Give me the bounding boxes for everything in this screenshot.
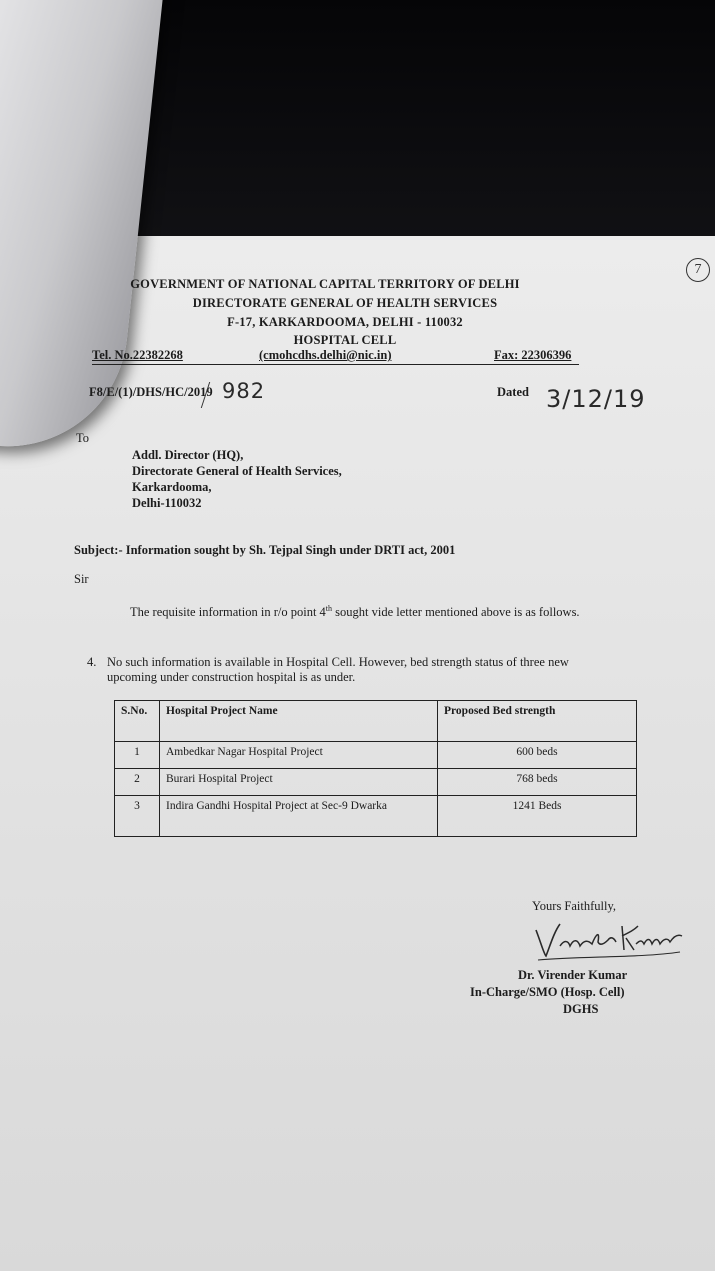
header-directorate: DIRECTORATE GENERAL OF HEALTH SERVICES xyxy=(192,296,498,310)
valediction: Yours Faithfully, xyxy=(532,899,617,913)
address-line-4: Delhi-110032 xyxy=(132,496,202,510)
address-line-2: Directorate General of Health Services, xyxy=(132,464,342,478)
intro-paragraph xyxy=(130,604,580,620)
to-label: To xyxy=(76,431,90,445)
table-header-row xyxy=(115,701,637,742)
table-row xyxy=(115,742,637,769)
cell-sno: 3 xyxy=(115,796,160,837)
address-line-3: Karkardooma, xyxy=(132,480,212,494)
cell-sno: 1 xyxy=(115,742,160,769)
point-number: 4. xyxy=(87,655,97,669)
handwritten-ref-number: 982 xyxy=(222,379,266,403)
header-address: F-17, KARKARDOOMA, DELHI - 110032 xyxy=(227,315,463,329)
intro-text-start: The requisite information in r/o point 4 xyxy=(130,605,326,620)
reference-number: F8/E/(1)/DHS/HC/2019 xyxy=(89,385,213,399)
salutation: Sir xyxy=(74,572,89,586)
table-row xyxy=(115,796,637,837)
handwritten-signature xyxy=(530,916,690,964)
cell-project-name: Indira Gandhi Hospital Project at Sec-9 Dwarka xyxy=(160,796,438,837)
handwritten-date: 3/12/19 xyxy=(546,385,646,413)
subject-line: Subject:- Information sought by Sh. Tejpal Singh under DRTI act, 2001 xyxy=(74,543,456,557)
signatory-org: DGHS xyxy=(563,1002,599,1016)
bed-strength-table xyxy=(114,700,637,837)
point-line-2: upcoming under construction hospital is as under. xyxy=(107,670,356,684)
cell-bed-strength: 1241 Beds xyxy=(438,796,637,837)
header-fax: Fax: 22306396 xyxy=(494,348,572,362)
cell-sno: 2 xyxy=(115,769,160,796)
header-hospital-cell: HOSPITAL CELL xyxy=(293,333,397,347)
col-project-name: Hospital Project Name xyxy=(160,701,438,742)
table-row xyxy=(115,769,637,796)
signatory-designation: In-Charge/SMO (Hosp. Cell) xyxy=(470,985,625,999)
header-tel: Tel. No.22382268 xyxy=(92,348,183,362)
header-email: (cmohcdhs.delhi@nic.in) xyxy=(259,348,392,362)
cell-project-name: Ambedkar Nagar Hospital Project xyxy=(160,742,438,769)
point-line-1: No such information is available in Hospital Cell. However, bed strength status of three new xyxy=(107,655,569,669)
intro-superscript: th xyxy=(325,604,333,613)
cell-bed-strength: 600 beds xyxy=(438,742,637,769)
header-government: GOVERNMENT OF NATIONAL CAPITAL TERRITORY OF DELHI xyxy=(130,277,520,291)
signatory-name: Dr. Virender Kumar xyxy=(518,968,628,982)
address-line-1: Addl. Director (HQ), xyxy=(132,448,244,462)
dated-label: Dated xyxy=(497,385,529,399)
header-rule xyxy=(92,364,579,365)
page-number-mark: 7 xyxy=(686,258,710,282)
cell-project-name: Burari Hospital Project xyxy=(160,769,438,796)
cell-bed-strength: 768 beds xyxy=(438,769,637,796)
col-sno: S.No. xyxy=(115,701,160,742)
col-bed-strength: Proposed Bed strength xyxy=(438,701,637,742)
intro-text-end: sought vide letter mentioned above is as follows. xyxy=(332,605,580,620)
